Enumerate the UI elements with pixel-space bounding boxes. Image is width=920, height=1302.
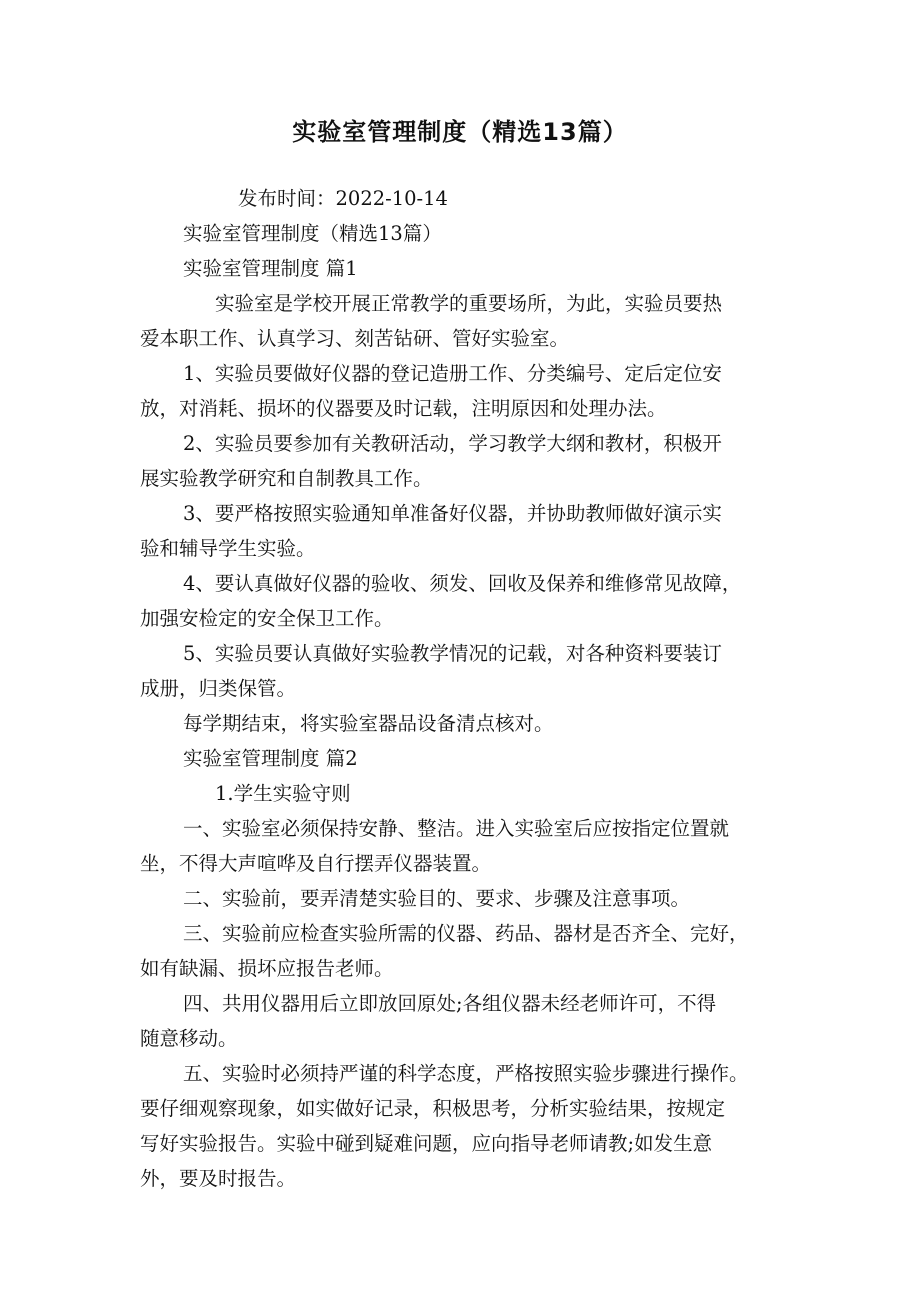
paragraph-line: 如有缺漏、损坏应报告老师。 <box>140 957 394 980</box>
paragraph-line: 展实验教学研究和自制教具工作。 <box>140 467 433 490</box>
subtitle: 实验室管理制度（精选13篇） <box>183 222 442 245</box>
paragraph-line: 实验室是学校开展正常教学的重要场所，为此，实验员要热 <box>215 292 723 315</box>
paragraph-line: 放，对消耗、损坏的仪器要及时记载，注明原因和处理办法。 <box>140 397 667 420</box>
paragraph-line: 一、实验室必须保持安静、整洁。进入实验室后应按指定位置就 <box>183 817 730 840</box>
paragraph-line: 外，要及时报告。 <box>140 1167 297 1190</box>
paragraph-line: 五、实验时必须持严谨的科学态度，严格按照实验步骤进行操作。 <box>183 1062 749 1085</box>
section-heading-1: 实验室管理制度 篇1 <box>183 257 358 280</box>
paragraph-line: 5、实验员要认真做好实验教学情况的记载，对各种资料要装订 <box>183 642 722 665</box>
paragraph-line: 4、要认真做好仪器的验收、须发、回收及保养和维修常见故障， <box>183 572 742 595</box>
paragraph-line: 爱本职工作、认真学习、刻苦钻研、管好实验室。 <box>140 327 570 350</box>
paragraph-line: 3、要严格按照实验通知单准备好仪器，并协助教师做好演示实 <box>183 502 722 525</box>
paragraph-line: 二、实验前，要弄清楚实验目的、要求、步骤及注意事项。 <box>183 887 691 910</box>
paragraph-line: 要仔细观察现象，如实做好记录，积极思考，分析实验结果，按规定 <box>140 1097 726 1120</box>
paragraph-line: 验和辅导学生实验。 <box>140 537 316 560</box>
paragraph-line: 写好实验报告。实验中碰到疑难问题，应向指导老师请教;如发生意 <box>140 1132 713 1155</box>
paragraph-line: 四、共用仪器用后立即放回原处;各组仪器未经老师许可，不得 <box>183 992 717 1015</box>
subsection-heading: 1.学生实验守则 <box>215 782 351 805</box>
paragraph-line: 1、实验员要做好仪器的登记造册工作、分类编号、定后定位安 <box>183 362 722 385</box>
paragraph-line: 成册，归类保管。 <box>140 677 297 700</box>
document-title: 实验室管理制度（精选13篇） <box>292 118 628 146</box>
paragraph-line: 加强安检定的安全保卫工作。 <box>140 607 394 630</box>
paragraph-line: 每学期结束，将实验室器品设备清点核对。 <box>183 712 554 735</box>
section-heading-2: 实验室管理制度 篇2 <box>183 747 358 770</box>
paragraph-line: 三、实验前应检查实验所需的仪器、药品、器材是否齐全、完好， <box>183 922 749 945</box>
paragraph-line: 随意移动。 <box>140 1027 238 1050</box>
paragraph-line: 坐，不得大声喧哗及自行摆弄仪器装置。 <box>140 852 492 875</box>
publish-date: 发布时间：2022-10-14 <box>238 187 448 210</box>
paragraph-line: 2、实验员要参加有关教研活动，学习教学大纲和教材，积极开 <box>183 432 722 455</box>
